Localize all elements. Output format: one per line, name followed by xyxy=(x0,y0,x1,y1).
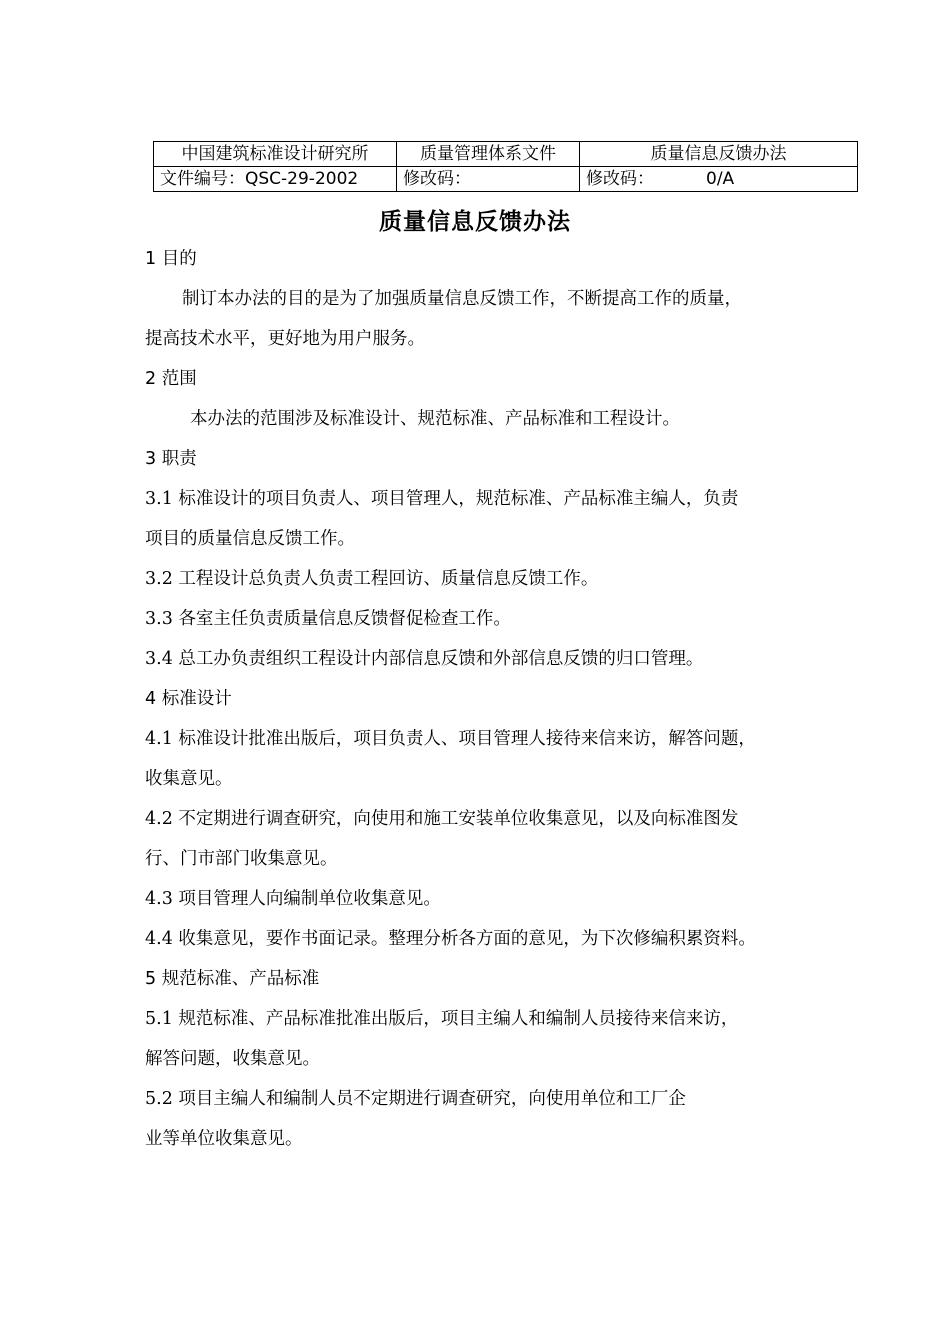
paragraph-line: 3.3 各室主任负责质量信息反馈督促检查工作。 xyxy=(145,609,511,629)
doc-name-cell: 质量信息反馈办法 xyxy=(580,142,858,167)
paragraph-line: 业等单位收集意见。 xyxy=(145,1129,303,1149)
paragraph-line: 3.2 工程设计总负责人负责工程回访、质量信息反馈工作。 xyxy=(145,569,599,589)
paragraph-line: 5.2 项目主编人和编制人员不定期进行调查研究，向使用单位和工厂企 xyxy=(145,1089,686,1109)
revision-value-cell xyxy=(580,167,858,192)
file-number-cell: 文件编号：QSC-29-2002 xyxy=(154,167,397,192)
paragraph-line: 制订本办法的目的是为了加强质量信息反馈工作，不断提高工作的质量， xyxy=(182,289,742,309)
revision-value: 0/A xyxy=(706,169,735,189)
paragraph-line: 4.4 收集意见，要作书面记录。整理分析各方面的意见，为下次修编积累资料。 xyxy=(145,929,756,949)
paragraph-line: 收集意见。 xyxy=(145,769,233,789)
section-heading: 1 目的 xyxy=(145,249,197,269)
document-title: 质量信息反馈办法 xyxy=(379,209,571,235)
revision-code-cell: 修改码： xyxy=(397,167,580,192)
paragraph-line: 解答问题，收集意见。 xyxy=(145,1049,320,1069)
org-name-cell: 中国建筑标准设计研究所 xyxy=(154,142,397,167)
header-row-1 xyxy=(154,142,858,167)
paragraph-line: 行、门市部门收集意见。 xyxy=(145,849,338,869)
paragraph-line: 3.1 标准设计的项目负责人、项目管理人，规范标准、产品标准主编人，负责 xyxy=(145,489,739,509)
paragraph-line: 4.3 项目管理人向编制单位收集意见。 xyxy=(145,889,441,909)
paragraph-line: 项目的质量信息反馈工作。 xyxy=(145,529,355,549)
paragraph-line: 3.4 总工办负责组织工程设计内部信息反馈和外部信息反馈的归口管理。 xyxy=(145,649,704,669)
section-heading: 4 标准设计 xyxy=(145,689,232,709)
section-heading: 5 规范标准、产品标准 xyxy=(145,969,320,989)
section-heading: 3 职责 xyxy=(145,449,197,469)
paragraph-line: 4.1 标准设计批准出版后，项目负责人、项目管理人接待来信来访，解答问题， xyxy=(145,729,756,749)
system-file-cell: 质量管理体系文件 xyxy=(397,142,580,167)
section-heading: 2 范围 xyxy=(145,369,197,389)
paragraph-line: 本办法的范围涉及标准设计、规范标准、产品标准和工程设计。 xyxy=(190,409,680,429)
paragraph-line: 提高技术水平，更好地为用户服务。 xyxy=(145,329,425,349)
header-table xyxy=(153,141,858,192)
header-row-2 xyxy=(154,167,858,192)
paragraph-line: 4.2 不定期进行调查研究，向使用和施工安装单位收集意见，以及向标准图发 xyxy=(145,809,739,829)
paragraph-line: 5.1 规范标准、产品标准批准出版后，项目主编人和编制人员接待来信来访， xyxy=(145,1009,739,1029)
revision-label: 修改码： xyxy=(586,169,654,189)
